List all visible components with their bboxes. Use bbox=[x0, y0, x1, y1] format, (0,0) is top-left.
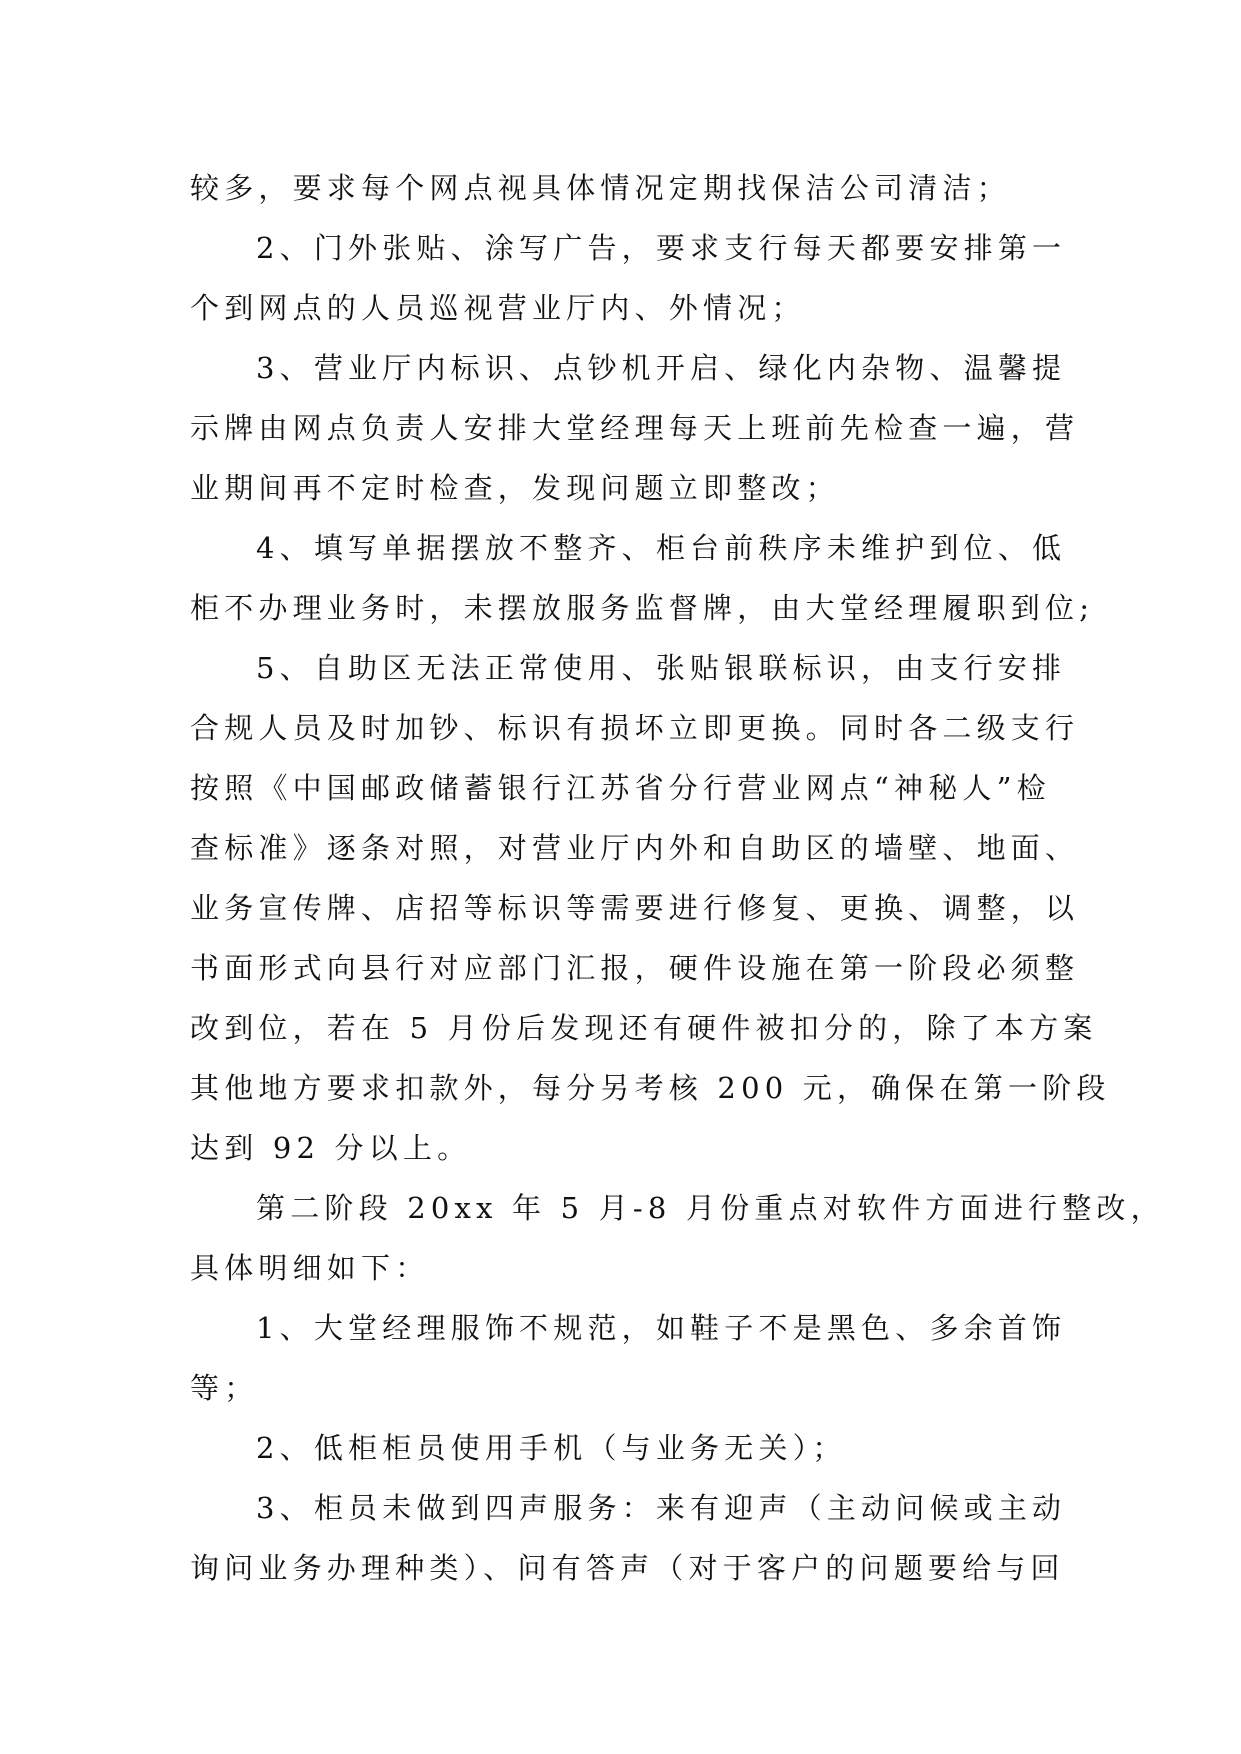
text-line: 改到位，若在 5 月份后发现还有硬件被扣分的，除了本方案 bbox=[190, 1011, 1098, 1045]
text-line: 2、低柜柜员使用手机（与业务无关）； bbox=[256, 1431, 847, 1465]
text-line: 3、柜员未做到四声服务：来有迎声（主动问候或主动 bbox=[256, 1491, 1067, 1525]
text-line: 业期间再不定时检查，发现问题立即整改； bbox=[190, 471, 840, 505]
text-line: 等； bbox=[190, 1371, 259, 1405]
text-line: 个到网点的人员巡视营业厅内、外情况； bbox=[190, 291, 806, 325]
text-line: 具体明细如下： bbox=[190, 1251, 430, 1285]
text-line: 达到 92 分以上。 bbox=[190, 1131, 472, 1165]
text-line: 1、大堂经理服饰不规范，如鞋子不是黑色、多余首饰 bbox=[256, 1311, 1067, 1345]
document-body bbox=[190, 158, 1165, 1598]
text-line: 按照《中国邮政储蓄银行江苏省分行营业网点“神秘人”检 bbox=[190, 771, 1051, 805]
text-line: 合规人员及时加钞、标识有损坏立即更换。同时各二级支行 bbox=[190, 711, 1080, 745]
text-line: 3、营业厅内标识、点钞机开启、绿化内杂物、温馨提 bbox=[256, 351, 1067, 385]
text-line: 书面形式向县行对应部门汇报，硬件设施在第一阶段必须整 bbox=[190, 951, 1080, 985]
text-line: 5、自助区无法正常使用、张贴银联标识，由支行安排 bbox=[256, 651, 1067, 685]
text-line: 询问业务办理种类）、问有答声（对于客户的问题要给与回 bbox=[190, 1551, 1065, 1585]
text-line: 2、门外张贴、涂写广告，要求支行每天都要安排第一 bbox=[256, 231, 1067, 265]
text-line: 示牌由网点负责人安排大堂经理每天上班前先检查一遍，营 bbox=[190, 411, 1080, 445]
text-line: 第二阶段 20xx 年 5 月-8 月份重点对软件方面进行整改， bbox=[256, 1191, 1165, 1225]
text-line: 较多，要求每个网点视具体情况定期找保洁公司清洁； bbox=[190, 171, 1011, 205]
text-line: 业务宣传牌、店招等标识等需要进行修复、更换、调整，以 bbox=[190, 891, 1080, 925]
text-line: 其他地方要求扣款外，每分另考核 200 元，确保在第一阶段 bbox=[190, 1071, 1111, 1105]
text-line: 查标准》逐条对照，对营业厅内外和自助区的墙壁、地面、 bbox=[190, 831, 1080, 865]
text-line: 柜不办理业务时，未摆放服务监督牌，由大堂经理履职到位; bbox=[190, 591, 1095, 625]
text-line: 4、填写单据摆放不整齐、柜台前秩序未维护到位、低 bbox=[256, 531, 1067, 565]
